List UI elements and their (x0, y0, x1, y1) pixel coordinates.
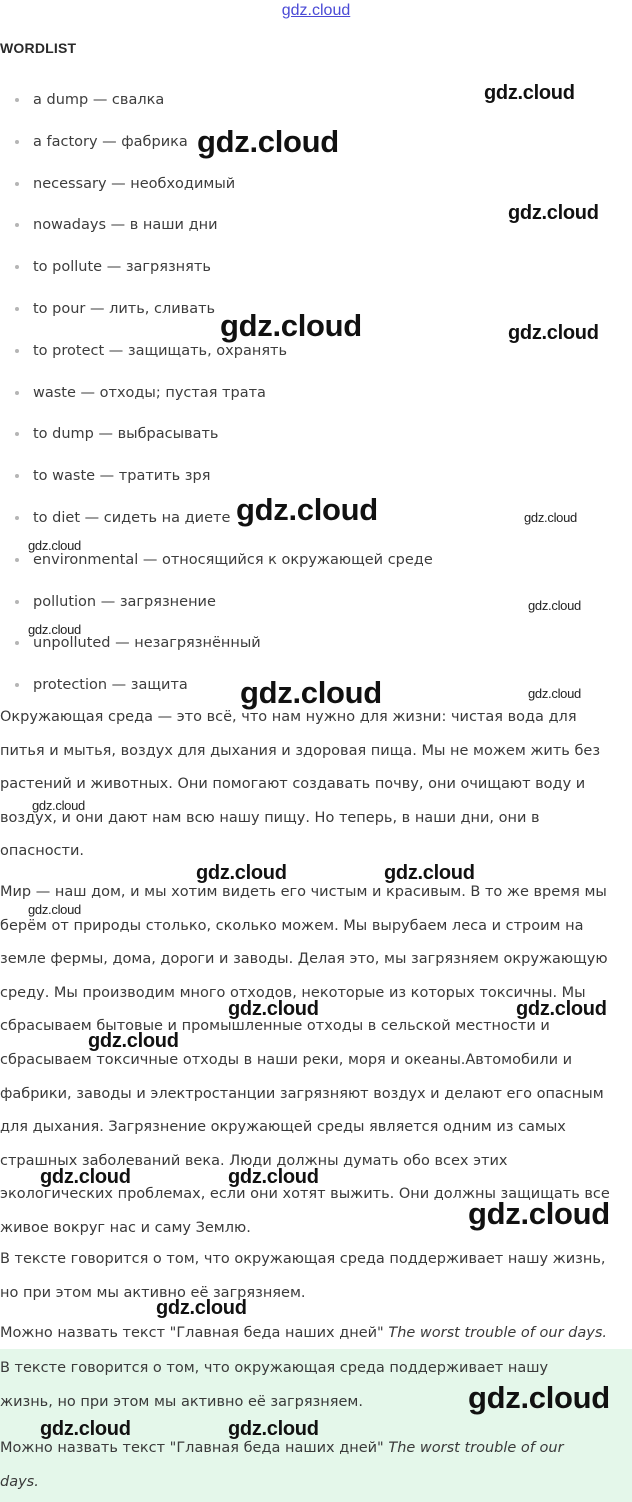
paragraph-line: земле фермы, дома, дороги и заводы. Делая это, мы загрязняем окружающую (0, 951, 608, 968)
paragraph-line: сбрасываем токсичные отходы в наши реки, моря и океаны.Автомобили и (0, 1051, 573, 1068)
paragraph-line: Окружающая среда — это всё, что нам нужно для жизни: чистая вода для (0, 709, 577, 725)
answer-title (0, 1317, 607, 1351)
list-item-text: a dump — свалка (33, 92, 165, 108)
watermark: gdz.cloud (384, 862, 475, 884)
watermark: gdz.cloud (468, 1196, 610, 1231)
watermark: gdz.cloud (40, 1418, 131, 1440)
bullet-icon (15, 683, 19, 687)
paragraph-line: сбрасываем бытовые и промышленные отходы в сельской местности и (0, 1018, 550, 1035)
watermark: gdz.cloud (32, 798, 85, 813)
highlight-title-en: The worst trouble of our (388, 1440, 564, 1456)
list-item-text: necessary — необходимый (33, 175, 236, 192)
list-item (0, 207, 433, 249)
list-item (0, 166, 433, 208)
paragraph-line: В тексте говорится о том, что окружающая среда поддерживает нашу (0, 1360, 549, 1376)
paragraph-line: фабрики, заводы и электростанции загрязняют воздух и делают его опасным (0, 1085, 604, 1102)
paragraph-line: питья и мытья, воздух для дыхания и здоровая пища. Мы не можем жить без (0, 742, 601, 759)
paragraph-line (0, 1466, 564, 1500)
watermark: gdz.cloud (468, 1380, 610, 1415)
paragraph-line: среду. Мы производим много отходов, некоторые из которых токсичны. Мы (0, 984, 586, 1001)
list-item-text: unpolluted — незагрязнённый (33, 635, 261, 652)
bullet-icon (15, 432, 19, 436)
bullet-icon (15, 474, 19, 478)
watermark: gdz.cloud (220, 308, 362, 343)
bullet-icon (15, 182, 19, 186)
list-item (0, 333, 433, 375)
watermark: gdz.cloud (228, 1418, 319, 1440)
list-item (0, 416, 433, 458)
bullet-icon (15, 307, 19, 311)
list-item (0, 375, 433, 417)
list-item-text: waste — отходы; пустая трата (33, 384, 266, 401)
list-item-text: protection — защита (33, 677, 188, 694)
watermark: gdz.cloud (88, 1030, 179, 1052)
watermark: gdz.cloud (228, 998, 319, 1020)
paragraph-line: жизнь, но при этом мы активно её загрязняем. (0, 1393, 363, 1410)
watermark: gdz.cloud (228, 1166, 319, 1188)
paragraph-line (0, 1317, 607, 1351)
bullet-icon (15, 516, 19, 520)
highlight-summary (0, 1352, 548, 1419)
paragraph-line: страшных заболеваний века. Люди должны думать обо всех этих (0, 1152, 508, 1169)
watermark: gdz.cloud (156, 1297, 247, 1319)
paragraph-line: В тексте говорится о том, что окружающая среда поддерживает нашу жизнь, (0, 1251, 606, 1267)
text-paragraph-world (0, 876, 610, 1246)
bullet-icon (15, 223, 19, 227)
list-item-text: to dump — выбрасывать (33, 426, 219, 443)
list-item (0, 584, 433, 626)
list-item (0, 291, 433, 333)
bullet-icon (15, 558, 19, 562)
bullet-icon (15, 391, 19, 395)
paragraph-line: экологических проблемах, если они хотят выжить. Они должны защищать все (0, 1186, 610, 1203)
paragraph-line: но при этом мы активно её загрязняем. (0, 1284, 306, 1301)
paragraph-line: растений и животных. Они помогают создавать почву, они очищают воду и (0, 776, 586, 793)
highlight-title-ru: Можно назвать текст "Главная беда наших дней" (0, 1440, 389, 1456)
wordlist (0, 82, 433, 709)
watermark: gdz.cloud (196, 862, 287, 884)
bullet-icon (15, 140, 19, 144)
watermark: gdz.cloud (28, 902, 81, 917)
bullet-icon (15, 349, 19, 353)
paragraph-line: берём от природы столько, сколько можем. Мы вырубаем леса и строим на (0, 917, 584, 934)
watermark: gdz.cloud (240, 675, 382, 710)
list-item (0, 82, 433, 124)
watermark: gdz.cloud (28, 622, 81, 637)
highlight-title-en-end: days. (0, 1473, 39, 1490)
paragraph-line: Мир — наш дом, и мы хотим видеть его чистым и красивым. В то же время мы (0, 884, 607, 900)
watermark: gdz.cloud (528, 686, 581, 701)
answer-title-ru: Можно назвать текст "Главная беда наших дней" (0, 1325, 389, 1341)
paragraph-line: воздух, и они дают нам всю нашу пищу. Но теперь, в наши дни, они в (0, 809, 540, 826)
watermark: gdz.cloud (40, 1166, 131, 1188)
list-item-text: environmental — относящийся к окружающей среде (33, 551, 433, 568)
site-watermark-link[interactable]: gdz.cloud (281, 2, 351, 19)
paragraph-line: для дыхания. Загрязнение окружающей среды является одним из самых (0, 1119, 566, 1136)
list-item-text: to waste — тратить зря (33, 468, 211, 485)
paragraph-line: опасности. (0, 843, 85, 860)
watermark: gdz.cloud (516, 998, 607, 1020)
bullet-icon (15, 265, 19, 269)
list-item (0, 249, 433, 291)
paragraph-line: живое вокруг нас и саму Землю. (0, 1219, 251, 1236)
wordlist-heading: WORDLIST (0, 40, 77, 56)
watermark: gdz.cloud (484, 82, 575, 104)
text-paragraph-environment (0, 701, 600, 869)
list-item-text: to pour — лить, сливать (33, 300, 216, 317)
bullet-icon (15, 600, 19, 604)
highlight-title (0, 1432, 564, 1499)
watermark: gdz.cloud (236, 492, 378, 527)
answer-title-en: The worst trouble of our days. (388, 1325, 607, 1341)
watermark: gdz.cloud (528, 598, 581, 613)
list-item-text: nowadays — в наши дни (33, 217, 218, 234)
watermark: gdz.cloud (508, 322, 599, 344)
watermark: gdz.cloud (197, 124, 339, 159)
list-item-text: to diet — сидеть на диете (33, 509, 231, 526)
watermark: gdz.cloud (524, 510, 577, 525)
answer-summary (0, 1243, 606, 1310)
list-item-text: a factory — фабрика (33, 133, 188, 150)
list-item-text: pollution — загрязнение (33, 593, 216, 610)
watermark: gdz.cloud (28, 538, 81, 553)
bullet-icon (15, 98, 19, 102)
bullet-icon (15, 641, 19, 645)
list-item-text: to protect — защищать, охранять (33, 342, 288, 359)
list-item-text: to pollute — загрязнять (33, 259, 211, 276)
watermark: gdz.cloud (508, 202, 599, 224)
